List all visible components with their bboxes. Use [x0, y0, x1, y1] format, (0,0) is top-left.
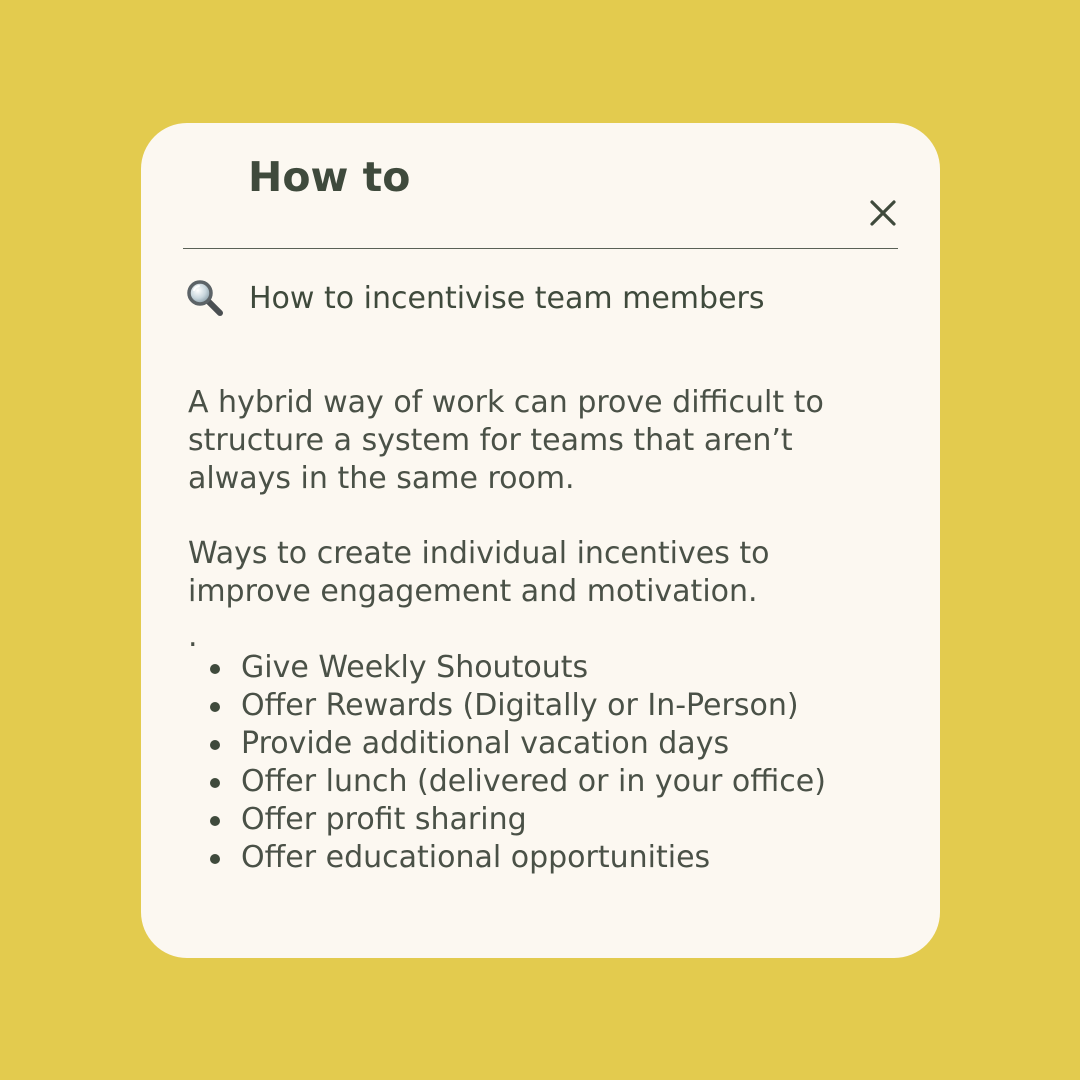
search-bar[interactable]: [185, 278, 765, 318]
list-item-text: Give Weekly Shoutouts: [241, 650, 589, 685]
card-title: How to: [248, 153, 411, 201]
list-item-text: Offer educational opportunities: [241, 840, 711, 875]
magnifying-glass-icon: [185, 278, 225, 318]
bullet-icon: [210, 664, 220, 674]
list-item: [201, 839, 901, 877]
list-item-text: Offer lunch (delivered or in your office): [241, 764, 826, 799]
list-item: [201, 687, 901, 725]
bullet-icon: [210, 778, 220, 788]
header-divider: [183, 248, 898, 249]
list-item: [201, 649, 901, 687]
list-item-text: Offer Rewards (Digitally or In-Person): [241, 688, 799, 723]
intro-paragraph: A hybrid way of work can prove difficult to structure a system for teams that aren’t always in the same room.: [188, 385, 824, 496]
incentives-paragraph: Ways to create individual incentives to improve engagement and motivation.: [188, 536, 770, 609]
bullet-icon: [210, 702, 220, 712]
list-item: [201, 725, 901, 763]
list-item-text: Provide additional vacation days: [241, 726, 730, 761]
search-query-text: How to incentivise team members: [249, 280, 765, 316]
list-item-text: Offer profit sharing: [241, 802, 527, 837]
bullet-icon: [210, 854, 220, 864]
list-item: [201, 763, 901, 801]
separator-dot: .: [188, 619, 198, 654]
how-to-card: [141, 123, 940, 958]
bullet-icon: [210, 816, 220, 826]
bullet-icon: [210, 740, 220, 750]
close-icon: [863, 193, 903, 233]
list-item: [201, 801, 901, 839]
close-button[interactable]: [863, 193, 903, 233]
incentives-list: [201, 649, 901, 877]
